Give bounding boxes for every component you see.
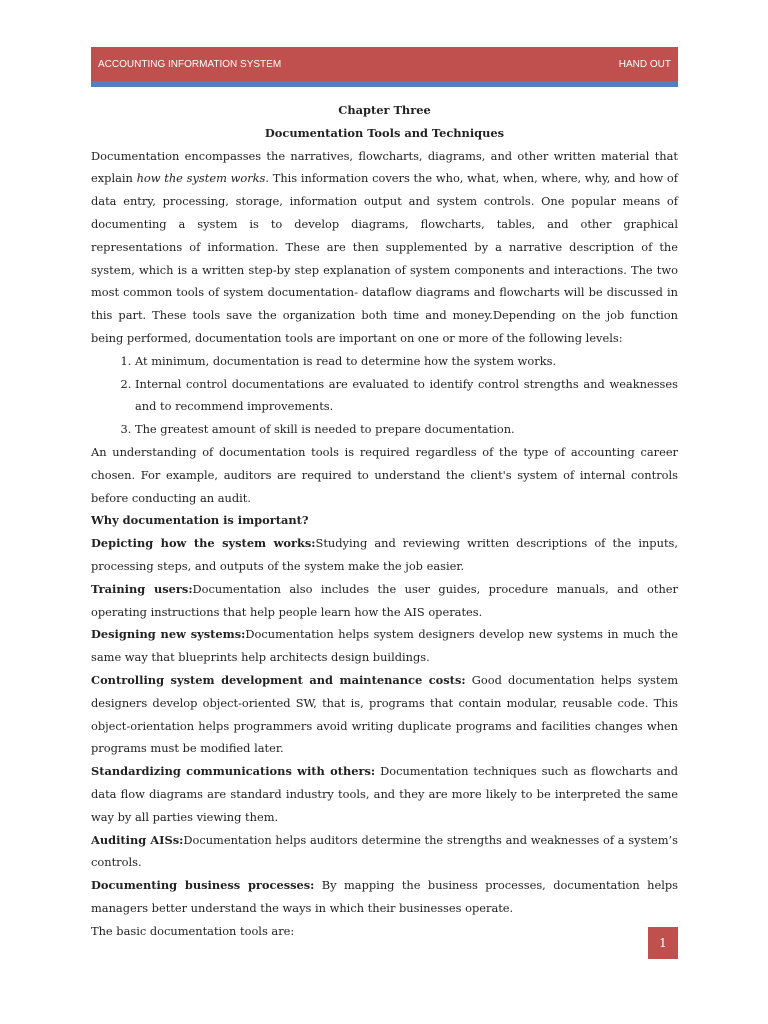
reason-text: Documentation techniques such as flowcharts and data flow diagrams are standard industry tools, and they are more likely to be interpreted the same way by all parties viewing them. xyxy=(91,764,678,824)
understanding-paragraph: An understanding of documentation tools is required regardless of the type of accounting career chosen. For example, auditors are required to understand the client's system of internal controls before conducting an audit. xyxy=(91,444,678,505)
list-item: 3. The greatest amount of skill is needed to prepare documentation. xyxy=(135,418,678,441)
reason-term: Standardizing communications with others: xyxy=(91,764,376,779)
chapter-title: Documentation Tools and Techniques xyxy=(264,125,505,140)
reason-term: Training users: xyxy=(91,581,193,596)
reason-item xyxy=(91,669,678,760)
chapter-heading: Chapter Three xyxy=(338,103,431,117)
reason-item xyxy=(91,532,678,578)
reason-item xyxy=(91,578,678,624)
page-number: 1 xyxy=(659,936,667,950)
list-item: 2. Internal control documentations are evaluated to identify control strengths and weaknesses and to recommend improvements. xyxy=(135,373,678,419)
intro-text-rest: . This information covers the who, what, when, where, why, and how of data entry, processing, storage, information output and system controls. One popular means of documenting a system is to develop diagrams, flowcharts, tables, and other graphical representations of information. These are then supplemented by a narrative description of the system, which is a written step-by step explanation of system components and interactions. The two most common tools of system documentation- dataflow diagrams and flowcharts will be discussed in this part. These tools save the organization both time and money.Depending on the job function being performed, documentation tools are important on one or more of the following levels: xyxy=(91,171,678,345)
reason-term: Documenting business processes: xyxy=(91,878,315,893)
reason-text: Documentation also includes the user guides, procedure manuals, and other operating instructions that help people learn how the AIS operates. xyxy=(91,581,678,619)
reason-item xyxy=(91,829,678,875)
closing-line: The basic documentation tools are: xyxy=(91,923,295,938)
intro-text: Documentation encompasses the narratives, flowcharts, diagrams, and other written material that explain xyxy=(91,148,678,186)
reason-item xyxy=(91,874,678,920)
list-item: 1. At minimum, documentation is read to determine how the system works. xyxy=(135,350,678,373)
why-heading: Why documentation is important? xyxy=(91,513,309,528)
intro-italic: how the system works xyxy=(136,171,266,186)
levels-list xyxy=(91,350,678,441)
reason-text: Studying and reviewing written descriptions of the inputs, processing steps, and outputs of the system make the job easier. xyxy=(91,536,678,573)
reason-item xyxy=(91,760,678,828)
page-header xyxy=(91,47,678,81)
header-accent-bar xyxy=(91,81,678,87)
header-title: ACCOUNTING INFORMATION SYSTEM xyxy=(98,58,282,70)
document-body xyxy=(91,99,678,942)
reason-item xyxy=(91,623,678,669)
reason-text: Documentation helps system designers develop new systems in much the same way that blueprints help architects design buildings. xyxy=(91,627,679,665)
reason-text: By mapping the business processes, documentation helps managers better understand the ways in which their businesses operate. xyxy=(91,878,678,915)
intro-paragraph xyxy=(91,145,678,350)
reason-term: Depicting how the system works: xyxy=(91,536,316,551)
header-label: HAND OUT xyxy=(618,58,671,70)
reason-text: Good documentation helps system designers develop object-oriented SW, that is, programs that contain modular, reusable code. This object-orientation helps programmers avoid writing duplicate programs and facilities changes when programs must be modified later. xyxy=(91,672,679,756)
reason-term: Controlling system development and maintenance costs: xyxy=(91,672,466,687)
reason-text: Documentation helps auditors determine the strengths and weaknesses of a system’s controls. xyxy=(91,832,678,870)
reason-term: Designing new systems: xyxy=(91,627,246,642)
page-number-badge xyxy=(648,927,678,959)
reason-term: Auditing AISs: xyxy=(91,832,184,847)
